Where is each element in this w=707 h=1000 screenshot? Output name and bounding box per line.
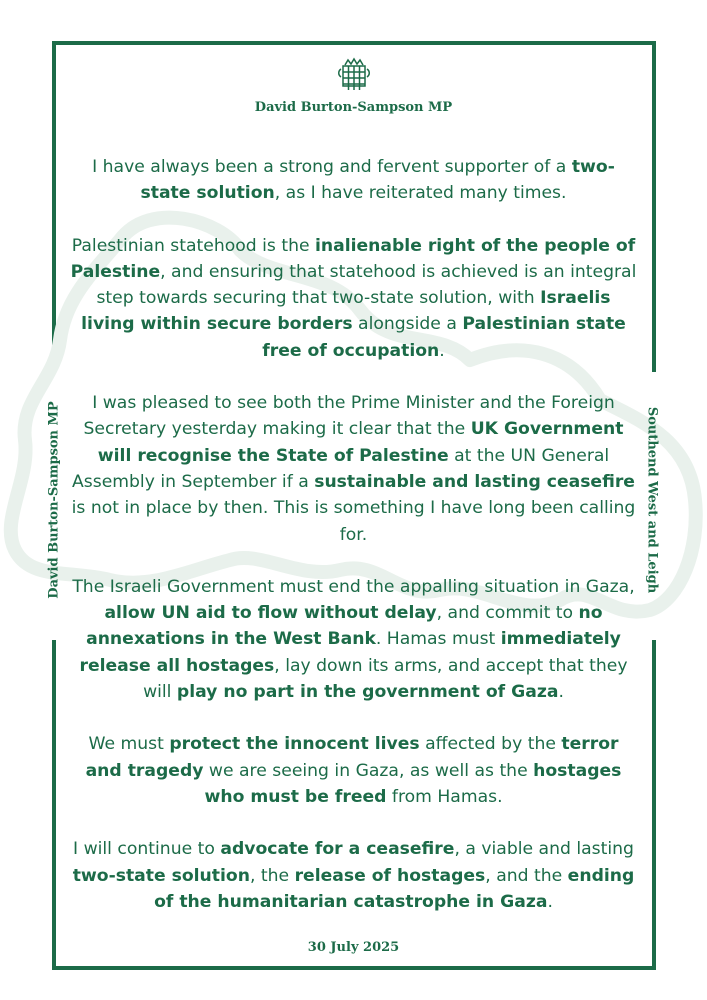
frame-left-lower [52, 640, 56, 970]
paragraph-text: alongside a [352, 314, 463, 335]
side-label-left: David Burton-Sampson MP [46, 401, 62, 599]
statement-paragraph [70, 154, 637, 207]
paragraph-text: , as I have reiterated many times. [274, 183, 567, 204]
emphasis-text: ending of the humanitarian catastrophe in Gaza [154, 865, 635, 912]
paragraph-text: at the UN General Assembly in September if a [72, 445, 610, 492]
emphasis-text: UK Government will recognise the State of Palestine [97, 419, 624, 466]
paragraph-text: affected by the [419, 734, 562, 755]
emphasis-text: immediately release all hostages [79, 629, 621, 676]
paragraph-text: , a viable and lasting [454, 839, 634, 860]
statement-paragraph [70, 233, 637, 364]
emphasis-text: sustainable and lasting ceasefire [314, 471, 635, 492]
mp-name-heading: David Burton-Sampson MP [254, 100, 453, 115]
frame-bottom [52, 966, 656, 970]
statement-paragraph [70, 731, 637, 810]
statement-paragraph [70, 836, 637, 915]
emphasis-text: inalienable right of the people of Palestine [70, 235, 636, 282]
emphasis-text: allow UN aid to flow without delay [104, 603, 437, 624]
statement-paragraph [70, 390, 637, 548]
emphasis-text: play no part in the government of Gaza [176, 682, 559, 703]
emphasis-text: two-state solution [140, 157, 615, 204]
paragraph-text: . [547, 891, 553, 912]
frame-top [52, 41, 656, 45]
paragraph-text: , and the [485, 865, 568, 886]
paragraph-text: . Hamas must [375, 629, 501, 650]
statement-body [70, 154, 637, 941]
paragraph-text: , and ensuring that statehood is achieved is an integral step towards securing that two-state solution, with [96, 261, 637, 309]
emphasis-text: two-state solution [72, 865, 250, 886]
statement-paragraph [70, 574, 637, 705]
paragraph-text: is not in place by then. This is something I have long been calling for. [71, 498, 636, 545]
emphasis-text: no annexations in the West Bank [86, 603, 603, 650]
paragraph-text: . [558, 682, 564, 703]
emphasis-text: protect the innocent lives [169, 734, 420, 755]
emphasis-text: terror and tragedy [85, 734, 619, 781]
emphasis-text: release of hostages [294, 865, 486, 886]
emphasis-text: Israelis living within secure borders [81, 288, 611, 335]
paragraph-text: I have always been a strong and fervent supporter of a [92, 157, 572, 177]
emphasis-text: hostages who must be freed [204, 760, 622, 807]
emphasis-text: advocate for a ceasefire [220, 839, 455, 860]
paragraph-text: from Hamas. [386, 786, 503, 807]
frame-right-lower [652, 640, 656, 970]
side-label-right: Southend West and Leigh [644, 406, 660, 594]
paragraph-text: The Israeli Government must end the appalling situation in Gaza, [72, 576, 635, 597]
paragraph-text: I was pleased to see both the Prime Minister and the Foreign Secretary yesterday making it clear that the [83, 393, 615, 440]
paragraph-text: , the [249, 865, 295, 886]
portcullis-icon [337, 57, 371, 93]
paragraph-text: , lay down its arms, and accept that they will [143, 655, 628, 703]
paragraph-text: We must [88, 734, 170, 755]
statement-date: 30 July 2025 [307, 940, 400, 955]
paragraph-text: . [439, 340, 445, 361]
paragraph-text: we are seeing in Gaza, as well as the [203, 760, 534, 781]
emphasis-text: Palestinian state free of occupation [262, 314, 626, 361]
paragraph-text: Palestinian statehood is the [71, 235, 315, 256]
paragraph-text: , and commit to [436, 603, 579, 624]
paragraph-text: I will continue to [73, 839, 221, 860]
